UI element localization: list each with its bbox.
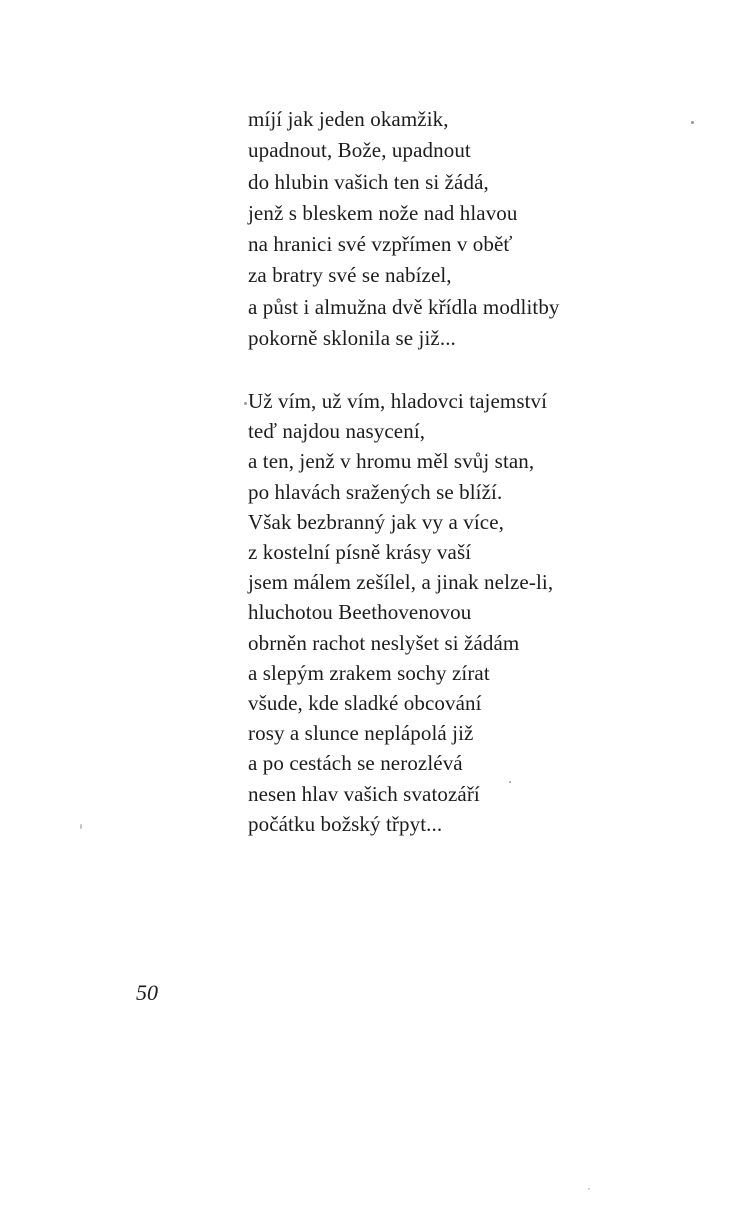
- poem-line: a slepým zrakem sochy zírat: [248, 660, 490, 685]
- poem-line: po hlavách sražených se blíží.: [248, 479, 503, 504]
- poem-line: obrněn rachot neslyšet si žádám: [248, 630, 520, 655]
- poem-line: z kostelní písně krásy vaší: [248, 540, 472, 565]
- poem-line: počátku božský třpyt...: [248, 811, 443, 836]
- poem-line: teď najdou nasycení,: [248, 419, 426, 444]
- poem-line: a po cestách se nerozlévá: [248, 751, 463, 776]
- poem-line: rosy a slunce neplápolá již: [248, 721, 474, 746]
- scan-speck: [509, 781, 511, 783]
- scan-speck: [691, 121, 694, 124]
- poem-line: a půst i almužna dvě křídla modlitby: [248, 294, 560, 319]
- poem-line: a ten, jenž v hromu měl svůj stan,: [248, 449, 535, 474]
- stanza-2: [248, 386, 553, 839]
- poem-line: Však bezbranný jak vy a více,: [248, 509, 504, 534]
- poem-line: jsem málem zešílel, a jinak nelze-li,: [248, 570, 554, 595]
- poem-line: za bratry své se nabízel,: [248, 263, 452, 288]
- poem-line: do hlubin vašich ten si žádá,: [248, 169, 489, 194]
- scan-speck: [588, 1188, 590, 1190]
- poem-line: pokorně sklonila se již...: [248, 326, 456, 351]
- poem-line: upadnout, Bože, upadnout: [248, 138, 471, 163]
- poem-line: Už vím, už vím, hladovci tajemství: [248, 389, 548, 413]
- stanza-1: [248, 104, 560, 354]
- page-number: 50: [136, 980, 158, 1005]
- poem-line: nesen hlav vašich svatozáří: [248, 781, 480, 806]
- poem-line: jenž s bleskem nože nad hlavou: [248, 200, 518, 225]
- poem-line: hluchotou Beethovenovou: [248, 600, 472, 625]
- scan-speck: [80, 824, 82, 829]
- poem-line: na hranici své vzpřímen v oběť: [248, 232, 513, 257]
- poem-line: míjí jak jeden okamžik,: [248, 107, 449, 131]
- poem-line: všude, kde sladké obcování: [248, 691, 482, 716]
- scan-speck: [244, 402, 247, 405]
